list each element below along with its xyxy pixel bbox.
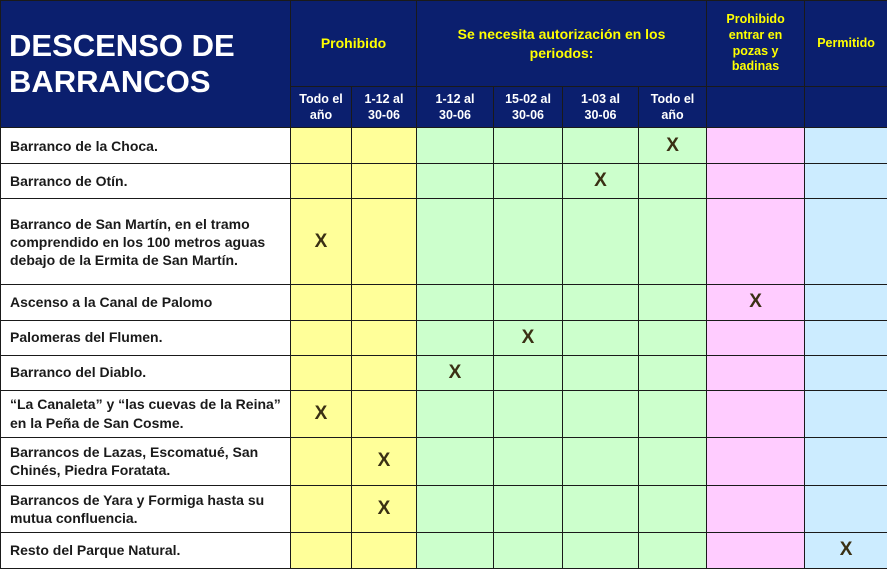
empty-cell [352,164,417,199]
empty-cell [417,199,494,285]
empty-cell [639,485,707,532]
empty-cell [417,128,494,164]
table-row [1,485,887,532]
row-name: Palomeras del Flumen. [1,320,291,355]
mark-cell: X [494,320,563,355]
empty-cell [417,485,494,532]
empty-cell [494,285,563,320]
empty-cell [291,485,352,532]
mark-cell: X [639,128,707,164]
row-name: Barranco de la Choca. [1,128,291,164]
empty-cell [639,355,707,390]
table-row [1,199,887,285]
empty-cell [494,437,563,485]
empty-cell [494,532,563,568]
empty-cell [707,128,805,164]
empty-cell [352,128,417,164]
empty-cell [417,164,494,199]
empty-cell [639,199,707,285]
empty-cell [291,285,352,320]
header-prohibido: Prohibido [291,1,417,87]
empty-cell [805,285,887,320]
empty-cell [352,285,417,320]
empty-cell [563,285,639,320]
period-autorizacion-todo-el-ano: Todo el año [639,87,707,128]
empty-cell [639,532,707,568]
row-name: Ascenso a la Canal de Palomo [1,285,291,320]
empty-cell [352,390,417,437]
period-autorizacion-15-02-al-30-06: 15-02 al 30-06 [494,87,563,128]
empty-cell [417,390,494,437]
table-row [1,355,887,390]
empty-cell [707,532,805,568]
empty-cell [805,485,887,532]
empty-cell [494,355,563,390]
period-autorizacion-1-03-al-30-06: 1-03 al 30-06 [563,87,639,128]
mark-cell: X [291,199,352,285]
mark-cell: X [352,485,417,532]
row-name: Resto del Parque Natural. [1,532,291,568]
empty-cell [707,437,805,485]
empty-cell [707,199,805,285]
row-name: Barranco de Otín. [1,164,291,199]
empty-cell [291,437,352,485]
empty-cell [417,320,494,355]
period-prohibido-1-12-al-30-06: 1-12 al 30-06 [352,87,417,128]
table-row [1,320,887,355]
row-name: Barrancos de Lazas, Escomatué, San Chinés, Piedra Foratata. [1,437,291,485]
row-name: “La Canaleta” y “las cuevas de la Reina” en la Peña de San Cosme. [1,390,291,437]
mark-cell: X [352,437,417,485]
mark-cell: X [417,355,494,390]
empty-cell [563,485,639,532]
mark-cell: X [563,164,639,199]
table-row [1,285,887,320]
empty-cell [494,199,563,285]
table-title: DESCENSO DE BARRANCOS [1,1,291,128]
empty-cell [707,164,805,199]
row-name: Barranco del Diablo. [1,355,291,390]
empty-cell [563,199,639,285]
empty-cell [639,320,707,355]
empty-cell [417,532,494,568]
table-row [1,390,887,437]
empty-cell [352,320,417,355]
mark-cell: X [707,285,805,320]
empty-cell [494,164,563,199]
table-row [1,164,887,199]
empty-cell [805,437,887,485]
empty-cell [563,320,639,355]
empty-cell [291,355,352,390]
empty-cell [291,128,352,164]
empty-cell [563,532,639,568]
row-name: Barrancos de Yara y Formiga hasta su mutua confluencia. [1,485,291,532]
header-autorizacion: Se necesita autorización en los periodos: [417,1,707,87]
empty-cell [805,390,887,437]
row-name: Barranco de San Martín, en el tramo comprendido en los 100 metros aguas debajo de la Ermita de San Martín. [1,199,291,285]
empty-cell [805,320,887,355]
empty-cell [494,390,563,437]
header-permitido: Permitido [805,1,887,87]
empty-cell [417,285,494,320]
empty-cell [639,437,707,485]
empty-cell [352,355,417,390]
empty-cell [805,199,887,285]
empty-cell [805,128,887,164]
empty-cell [352,199,417,285]
mark-cell: X [291,390,352,437]
empty-cell [352,532,417,568]
empty-cell [417,437,494,485]
empty-cell [707,390,805,437]
period-pozas-empty [707,87,805,128]
empty-cell [291,320,352,355]
table-row [1,532,887,568]
empty-cell [494,485,563,532]
empty-cell [707,320,805,355]
empty-cell [805,164,887,199]
empty-cell [563,390,639,437]
period-prohibido-todo-el-ano: Todo el año [291,87,352,128]
header-pozas: Prohibido entrar en pozas y badinas [707,1,805,87]
empty-cell [563,355,639,390]
empty-cell [639,390,707,437]
empty-cell [291,164,352,199]
empty-cell [494,128,563,164]
period-permitido-empty [805,87,887,128]
empty-cell [563,437,639,485]
table-row [1,437,887,485]
period-autorizacion-1-12-al-30-06: 1-12 al 30-06 [417,87,494,128]
empty-cell [805,355,887,390]
mark-cell: X [805,532,887,568]
empty-cell [639,285,707,320]
empty-cell [639,164,707,199]
header-row-groups [1,1,887,87]
empty-cell [291,532,352,568]
empty-cell [563,128,639,164]
table-row [1,128,887,164]
empty-cell [707,355,805,390]
empty-cell [707,485,805,532]
